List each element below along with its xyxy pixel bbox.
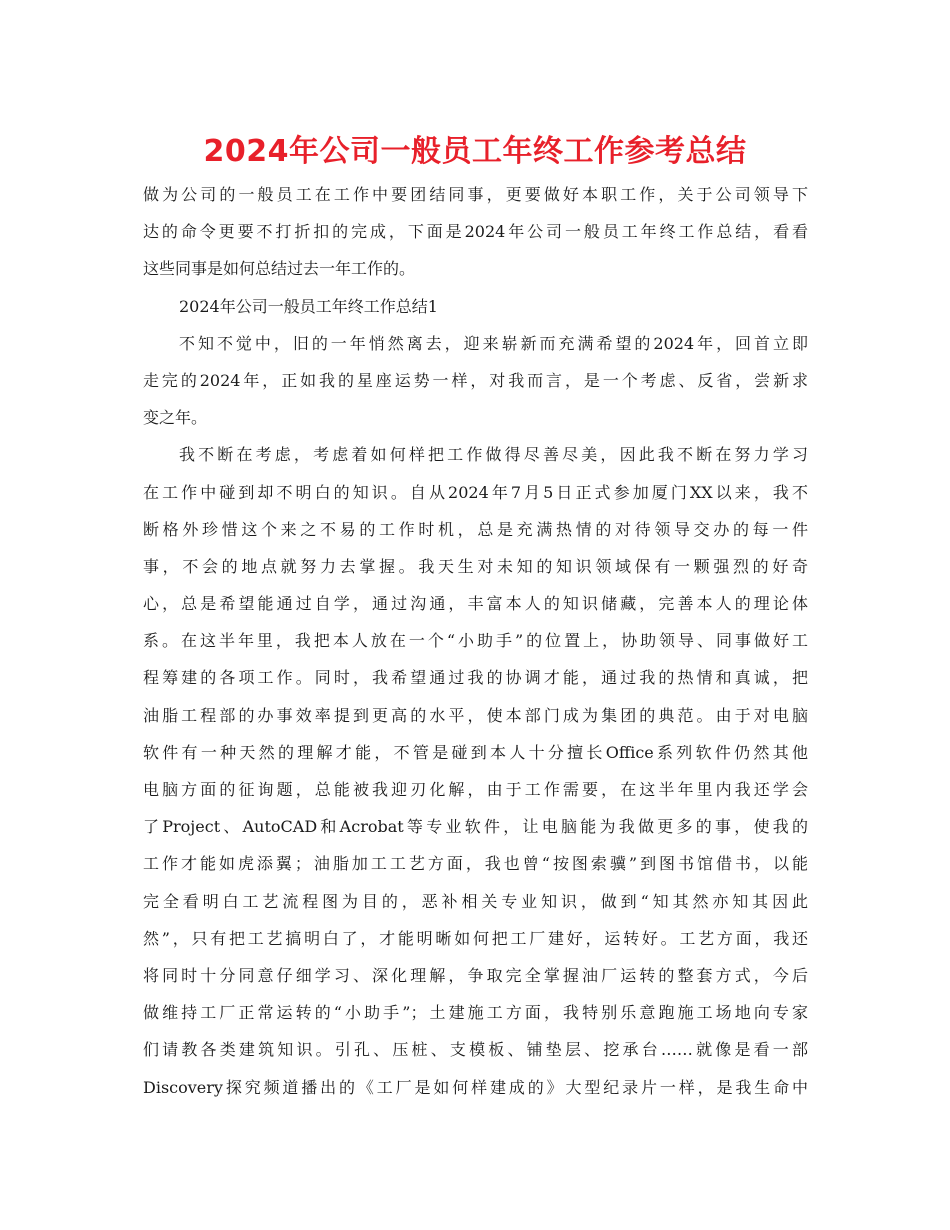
text-line: 达的命令更要不打折扣的完成，下面是2024年公司一般员工年终工作总结，看看 <box>143 222 808 242</box>
text-line: 断格外珍惜这个来之不易的工作时机，总是充满热情的对待领导交办的每一件 <box>143 519 808 539</box>
document-title: 2024年公司一般员工年终工作参考总结 <box>203 134 747 169</box>
text-line: 完全看明白工艺流程图为目的，恶补相关专业知识，做到“知其然亦知其因此 <box>143 891 808 911</box>
text-line: 2024年公司一般员工年终工作总结1 <box>179 296 438 316</box>
text-line: 们请教各类建筑知识。引孔、压桩、支模板、铺垫层、挖承台……就像是看一部 <box>143 1040 808 1060</box>
text-line: 做为公司的一般员工在工作中要团结同事，更要做好本职工作，关于公司领导下 <box>143 185 808 204</box>
text-line: 在工作中碰到却不明白的知识。自从2024年7月5日正式参加厦门XX以来，我不 <box>143 482 808 502</box>
text-line: 做维持工厂正常运转的“小助手”；土建施工方面，我特别乐意跑施工场地向专家 <box>143 1003 808 1023</box>
text-line: 事，不会的地点就努力去掌握。我天生对未知的知识领域保有一颗强烈的好奇 <box>143 556 808 576</box>
text-line: 油脂工程部的办事效率提到更高的水平，使本部门成为集团的典范。由于对电脑 <box>143 705 808 725</box>
text-line: 走完的2024年，正如我的星座运势一样，对我而言，是一个考虑、反省，尝新求 <box>143 370 808 390</box>
text-line: 然”，只有把工艺搞明白了，才能明晰如何把工厂建好，运转好。工艺方面，我还 <box>143 928 808 948</box>
text-line: 将同时十分同意仔细学习、深化理解，争取完全掌握油厂运转的整套方式，今后 <box>143 965 808 985</box>
text-line: 电脑方面的征询题，总能被我迎刃化解，由于工作需要，在这半年里内我还学会 <box>143 780 808 799</box>
text-line: 程筹建的各项工作。同时，我希望通过我的协调才能，通过我的热情和真诚，把 <box>143 668 808 688</box>
text-line: 变之年。 <box>143 408 208 428</box>
text-line: 工作才能如虎添翼；油脂加工工艺方面，我也曾“按图索骥”到图书馆借书，以能 <box>143 854 808 874</box>
text-line: 不知不觉中，旧的一年悄然离去，迎来崭新而充满希望的2024年，回首立即 <box>179 333 808 353</box>
text-line: 软件有一种天然的理解才能，不管是碰到本人十分擅长Office系列软件仍然其他 <box>143 742 808 762</box>
text-line: 心，总是希望能通过自学，通过沟通，丰富本人的知识储藏，完善本人的理论体 <box>143 594 808 614</box>
text-line: Discovery探究频道播出的《工厂是如何样建成的》大型纪录片一样，是我生命中 <box>143 1077 808 1097</box>
text-line: 系。在这半年里，我把本人放在一个“小助手”的位置上，协助领导、同事做好工 <box>143 631 808 651</box>
text-line: 我不断在考虑，考虑着如何样把工作做得尽善尽美，因此我不断在努力学习 <box>179 445 808 465</box>
document-body <box>143 176 808 1106</box>
text-line: 这些同事是如何总结过去一年工作的。 <box>143 259 416 279</box>
text-line: 了Project、AutoCAD和Acrobat等专业软件，让电脑能为我做更多的事，使我的 <box>143 817 808 837</box>
